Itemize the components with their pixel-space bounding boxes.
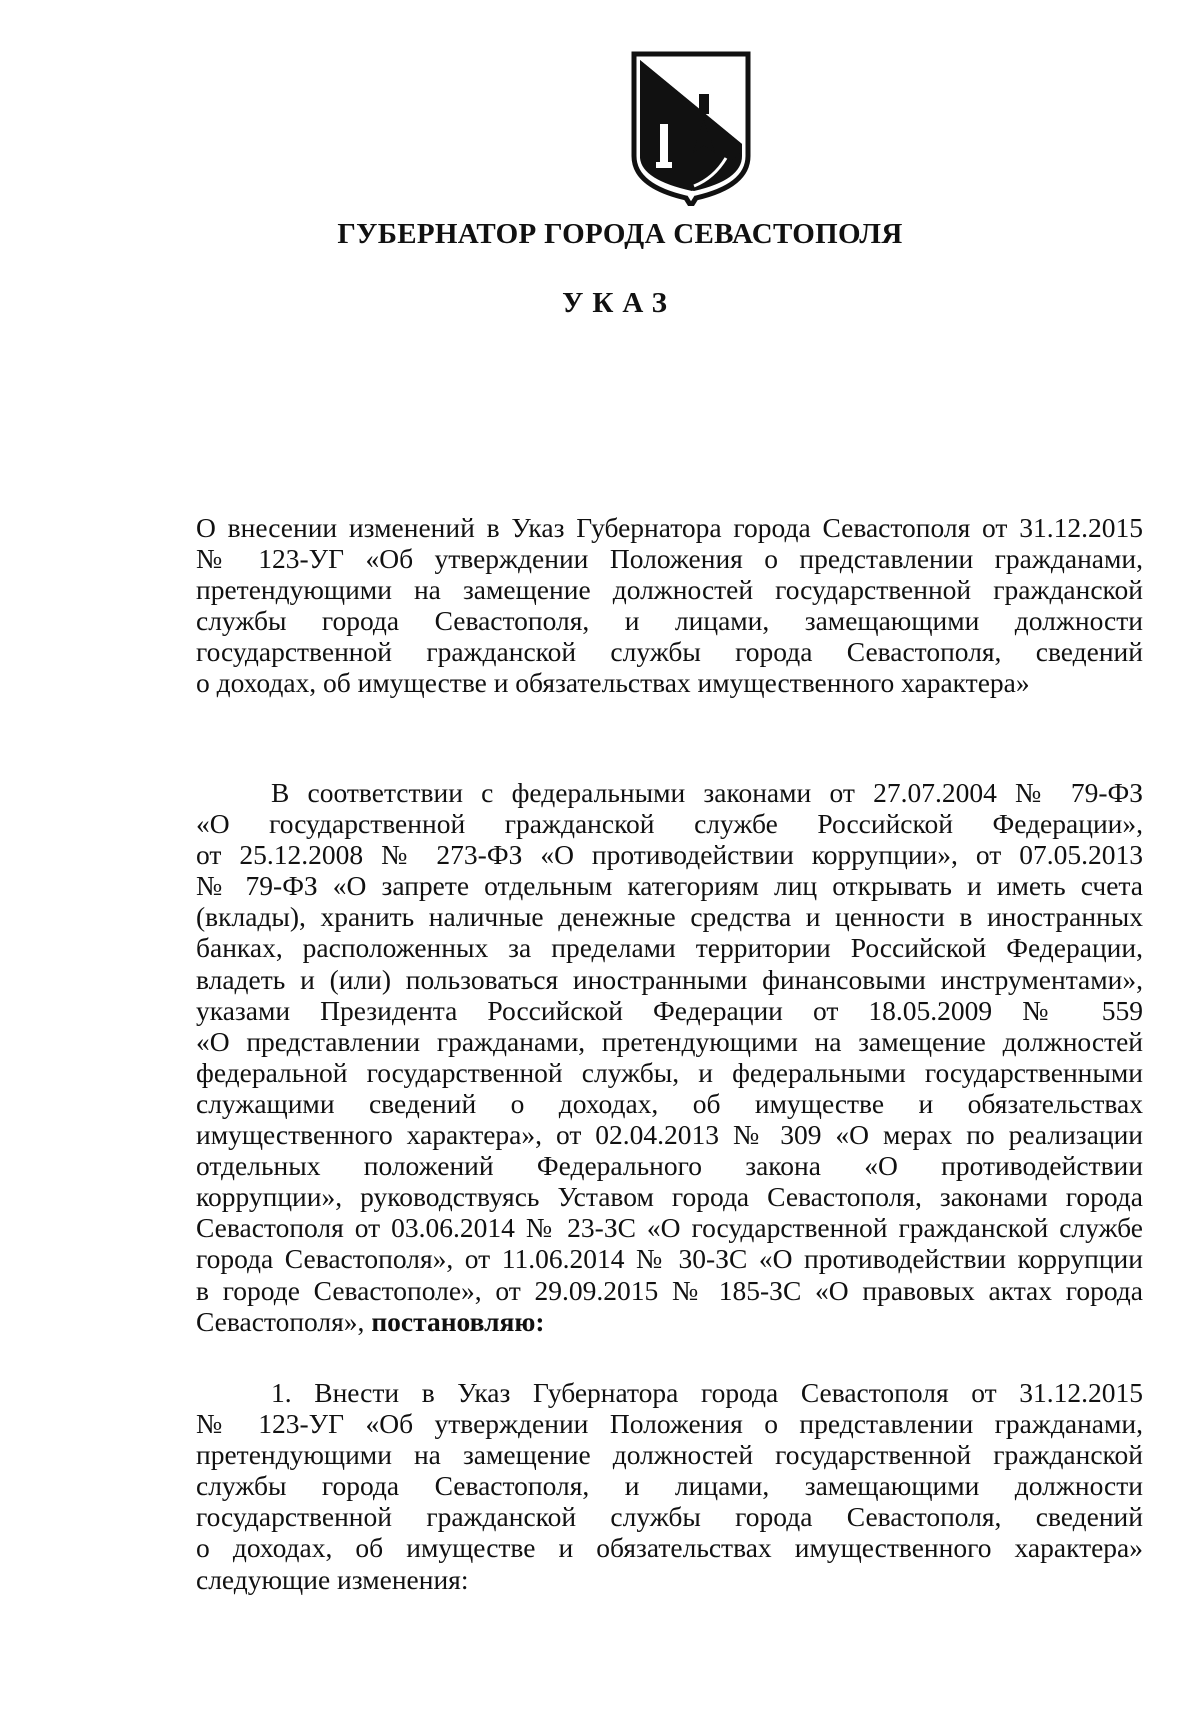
body-line: указами Президента Российской Федерации от 18.05.2009 № 559 [196, 994, 1143, 1026]
body-line: В соответствии с федеральными законами от 27.07.2004 № 79-ФЗ [271, 777, 1143, 808]
body-line: владеть и (или) пользоваться иностранными финансовыми инструментами», [196, 963, 1143, 995]
body-line: (вклады), хранить наличные денежные средства и ценности в иностранных [196, 901, 1143, 933]
title-line: О внесении изменений в Указ Губернатора города Севастополя от 31.12.2015 [196, 512, 1143, 543]
title-line: государственной гражданской службы города Севастополя, сведений [196, 636, 1143, 668]
item-line: о доходах, об имуществе и обязательствах имущественного характера» [196, 1532, 1143, 1564]
title-line: о доходах, об имуществе и обязательствах имущественного характера» [196, 667, 1030, 699]
decree-title [196, 512, 1143, 699]
title-line: претендующими на замещение должностей государственной гражданской [196, 574, 1143, 606]
body-line: «О представлении гражданами, претендующими на замещение должностей [196, 1025, 1143, 1057]
item-line: претендующими на замещение должностей государственной гражданской [196, 1439, 1143, 1471]
body-line: № 79-ФЗ «О запрете отдельным категориям лиц открывать и иметь счета [196, 870, 1143, 902]
body-line: отдельных положений Федерального закона «О противодействии [196, 1150, 1143, 1182]
body-line: служащими сведений о доходах, об имуществе и обязательствах [196, 1087, 1143, 1119]
decree-word: постановляю: [371, 1305, 545, 1337]
body-line-text: Севастополя», [196, 1305, 365, 1337]
body-line: имущественного характера», от 02.04.2013 № 309 «О мерах по реализации [196, 1119, 1143, 1151]
preamble-paragraph [196, 777, 1143, 1337]
body-line: «О государственной гражданской службе Российской Федерации», [196, 808, 1143, 840]
item-line: службы города Севастополя, и лицами, замещающими должности [196, 1470, 1143, 1502]
body-line: в городе Севастополе», от 29.09.2015 № 185-ЗС «О правовых актах города [196, 1274, 1143, 1306]
item-line: № 123-УГ «Об утверждении Положения о представлении гражданами, [196, 1408, 1143, 1440]
body-line: федеральной государственной службы, и федеральными государственными [196, 1056, 1143, 1088]
item-line: государственной гражданской службы города Севастополя, сведений [196, 1501, 1143, 1533]
title-line: № 123-УГ «Об утверждении Положения о представлении гражданами, [196, 543, 1143, 575]
issuing-authority: ГУБЕРНАТОР ГОРОДА СЕВАСТОПОЛЯ [337, 218, 903, 250]
item-line: 1. Внести в Указ Губернатора города Севастополя от 31.12.2015 [271, 1377, 1143, 1408]
body-line: от 25.12.2008 № 273-ФЗ «О противодействии коррупции», от 07.05.2013 [196, 839, 1143, 871]
item-line: следующие изменения: [196, 1563, 469, 1595]
body-line: банках, расположенных за пределами территории Российской Федерации, [196, 932, 1143, 964]
item-1-paragraph [196, 1377, 1143, 1595]
body-last-line [196, 1306, 1143, 1337]
body-line: города Севастополя», от 11.06.2014 № 30-ЗС «О противодействии коррупции [196, 1243, 1143, 1275]
document-type: УКАЗ [562, 287, 676, 319]
body-line: Севастополя от 03.06.2014 № 23-ЗС «О государственной гражданской службе [196, 1212, 1143, 1244]
title-line: службы города Севастополя, и лицами, замещающими должности [196, 605, 1143, 637]
sevastopol-coat-of-arms-icon [626, 48, 756, 206]
body-line: коррупции», руководствуясь Уставом города Севастополя, законами города [196, 1181, 1143, 1213]
